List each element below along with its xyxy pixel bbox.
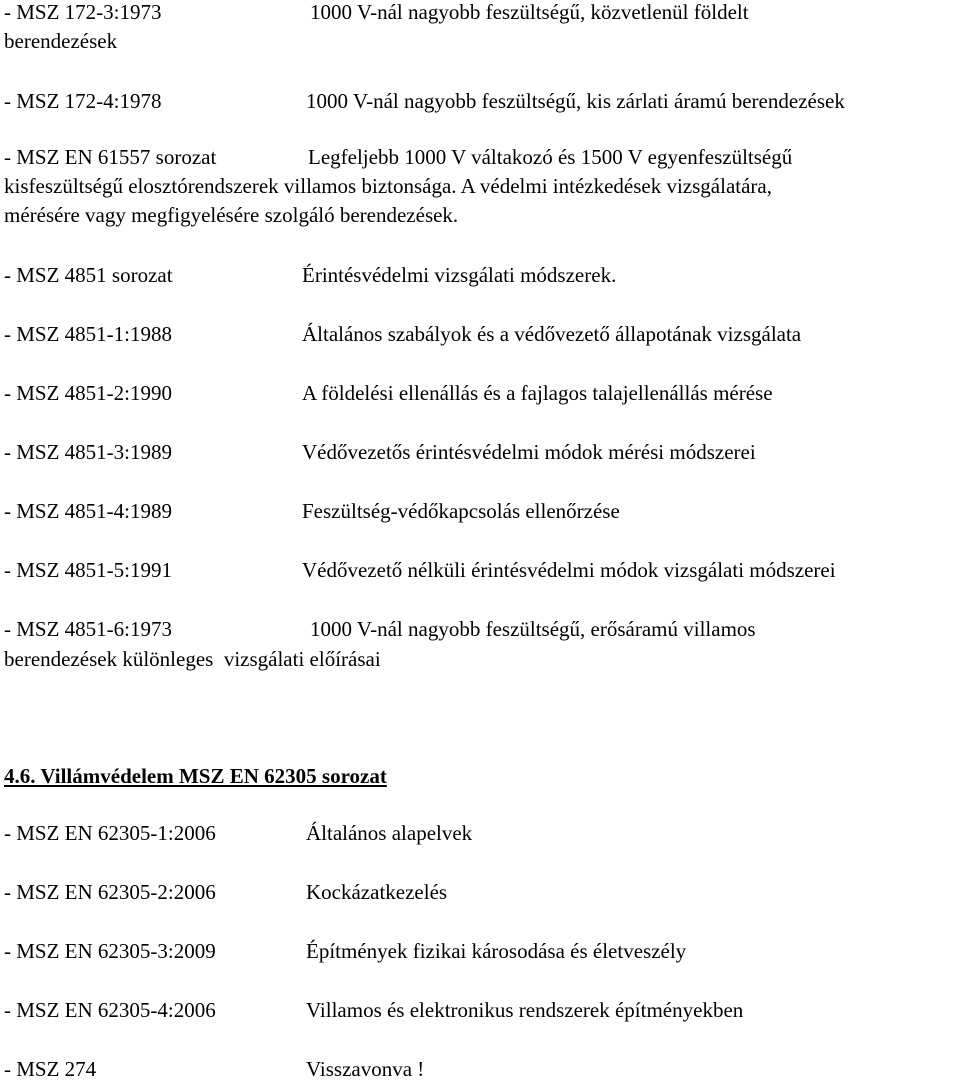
- standard-description: Védővezető nélküli érintésvédelmi módok vizsgálati módszerei: [302, 558, 836, 582]
- standard-description: 1000 V-nál nagyobb feszültségű, kis zárlati áramú berendezések: [306, 89, 845, 113]
- standard-code: - MSZ 4851-1:1988: [4, 322, 172, 346]
- standard-description: Kockázatkezelés: [306, 880, 448, 904]
- standard-description: Általános alapelvek: [306, 821, 473, 845]
- standard-code: - MSZ 4851-5:1991: [4, 558, 172, 582]
- standard-code: - MSZ 4851-4:1989: [4, 499, 172, 523]
- standard-code: - MSZ 274: [4, 1057, 97, 1081]
- standard-code: - MSZ EN 62305-4:2006: [4, 998, 216, 1022]
- standard-description: Érintésvédelmi vizsgálati módszerek.: [302, 263, 617, 287]
- standard-description: Legfeljebb 1000 V váltakozó és 1500 V egyenfeszültségű: [308, 145, 793, 169]
- standard-description: Általános szabályok és a védővezető állapotának vizsgálata: [302, 322, 802, 346]
- standard-description: Védővezetős érintésvédelmi módok mérési módszerei: [302, 440, 756, 464]
- standard-code: - MSZ 4851-2:1990: [4, 381, 172, 405]
- standard-description-line: berendezések különleges vizsgálati előírásai: [4, 647, 381, 671]
- standard-code: - MSZ EN 62305-3:2009: [4, 939, 216, 963]
- standard-description-line: berendezések: [4, 29, 118, 53]
- section-heading: 4.6. Villámvédelem MSZ EN 62305 sorozat: [4, 764, 387, 788]
- standard-code: - MSZ EN 62305-1:2006: [4, 821, 216, 845]
- standard-code: - MSZ 172-4:1978: [4, 89, 162, 113]
- standard-code: - MSZ EN 61557 sorozat: [4, 145, 217, 169]
- standard-code: - MSZ 4851-3:1989: [4, 440, 172, 464]
- standard-description: 1000 V-nál nagyobb feszültségű, erősáramú villamos: [310, 617, 756, 641]
- standard-description: A földelési ellenállás és a fajlagos talajellenállás mérése: [302, 381, 773, 405]
- standard-description: 1000 V-nál nagyobb feszültségű, közvetlenül földelt: [310, 0, 749, 24]
- standard-code: - MSZ 172-3:1973: [4, 0, 162, 24]
- standard-description-line: kisfeszültségű elosztórendszerek villamos biztonsága. A védelmi intézkedések vizsgálatára,: [4, 174, 772, 198]
- standard-description: Villamos és elektronikus rendszerek építményekben: [306, 998, 744, 1022]
- standard-description: Építmények fizikai károsodása és életveszély: [306, 939, 687, 963]
- standard-code: - MSZ EN 62305-2:2006: [4, 880, 216, 904]
- standard-code: - MSZ 4851-6:1973: [4, 617, 172, 641]
- standard-description-line: mérésére vagy megfigyelésére szolgáló berendezések.: [4, 203, 459, 227]
- standard-code: - MSZ 4851 sorozat: [4, 263, 173, 287]
- standard-description: Feszültség-védőkapcsolás ellenőrzése: [302, 499, 620, 523]
- standard-description: Visszavonva !: [306, 1057, 425, 1081]
